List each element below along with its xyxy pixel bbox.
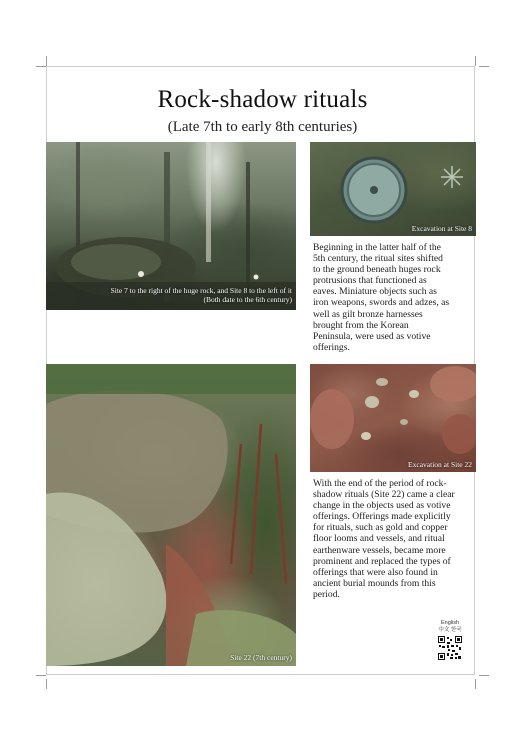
crop-mark [475,56,476,66]
disc-excavation-photo [310,142,476,236]
paragraph-line: offerings that were also found in [313,566,438,578]
forest-caption-line1: Site 7 to the right of the huge rock, and Site 8 to the left of it [110,286,292,295]
paragraph-line: iron weapons, swords and adzes, as [313,297,450,309]
paragraph-line: 5th century, the ritual sites shifted [313,253,443,265]
crop-mark [479,66,489,67]
paragraph-line: brought from the Korean [313,319,409,331]
paragraph-line: well as gilt bronze harnesses [313,308,423,320]
intro-paragraph [313,242,449,353]
paragraph-line: ancient burial mounds from this [313,577,436,589]
paragraph-line: Peninsula, were used as votive [313,330,431,342]
rock-path-illustration [46,364,296,666]
page-title: Rock-shadow rituals [157,86,368,113]
paragraph-line: floor looms and vessels, and ritual [313,533,445,545]
paragraph-line: change in the objects used as votive [313,500,451,512]
rock-path-photo-caption: Site 22 (7th century) [230,653,292,662]
excavation-photo-caption: Excavation at Site 22 [408,460,472,469]
language-other-links[interactable]: 中文 한국 [438,627,462,633]
paragraph-line: shadow rituals (Site 22) came a clear [313,489,455,501]
crop-mark [46,56,47,66]
forest-site-photo [46,142,296,310]
disc-illustration [310,142,476,236]
paragraph-line: eaves. Miniature objects such as [313,286,437,298]
forest-caption-line2: (Both date to the 6th century) [203,295,292,304]
change-paragraph [313,478,455,600]
language-english-link[interactable]: English [440,620,460,626]
excavation-photo [310,364,476,472]
crop-mark [36,66,46,67]
forest-illustration [46,142,296,310]
paragraph-line: earthenware vessels, became more [313,544,446,556]
crop-mark [479,675,489,676]
paragraph-line: offerings. Offerings made explicitly [313,511,451,523]
crop-mark [46,679,47,689]
rock-path-photo [46,364,296,666]
paragraph-line: Beginning in the latter half of the [313,242,441,253]
language-selector[interactable] [435,620,465,634]
paragraph-line: period. [313,588,340,600]
crop-mark [36,675,46,676]
paragraph-line: offerings. [313,341,350,353]
page-subtitle: (Late 7th to early 8th centuries) [167,119,358,135]
paragraph-line: for rituals, such as gold and copper [313,522,448,534]
excavation-illustration [310,364,476,472]
qr-code-icon[interactable] [438,636,462,660]
paragraph-line: to the ground beneath huges rock [313,264,441,276]
forest-photo-caption [52,286,292,304]
paragraph-line: prominent and replaced the types of [313,555,451,567]
disc-photo-caption: Excavation at Site 8 [411,224,472,233]
crop-mark [475,679,476,689]
paragraph-line: protrusions that functioned as [313,275,427,287]
paragraph-line: With the end of the period of rock- [313,478,447,489]
